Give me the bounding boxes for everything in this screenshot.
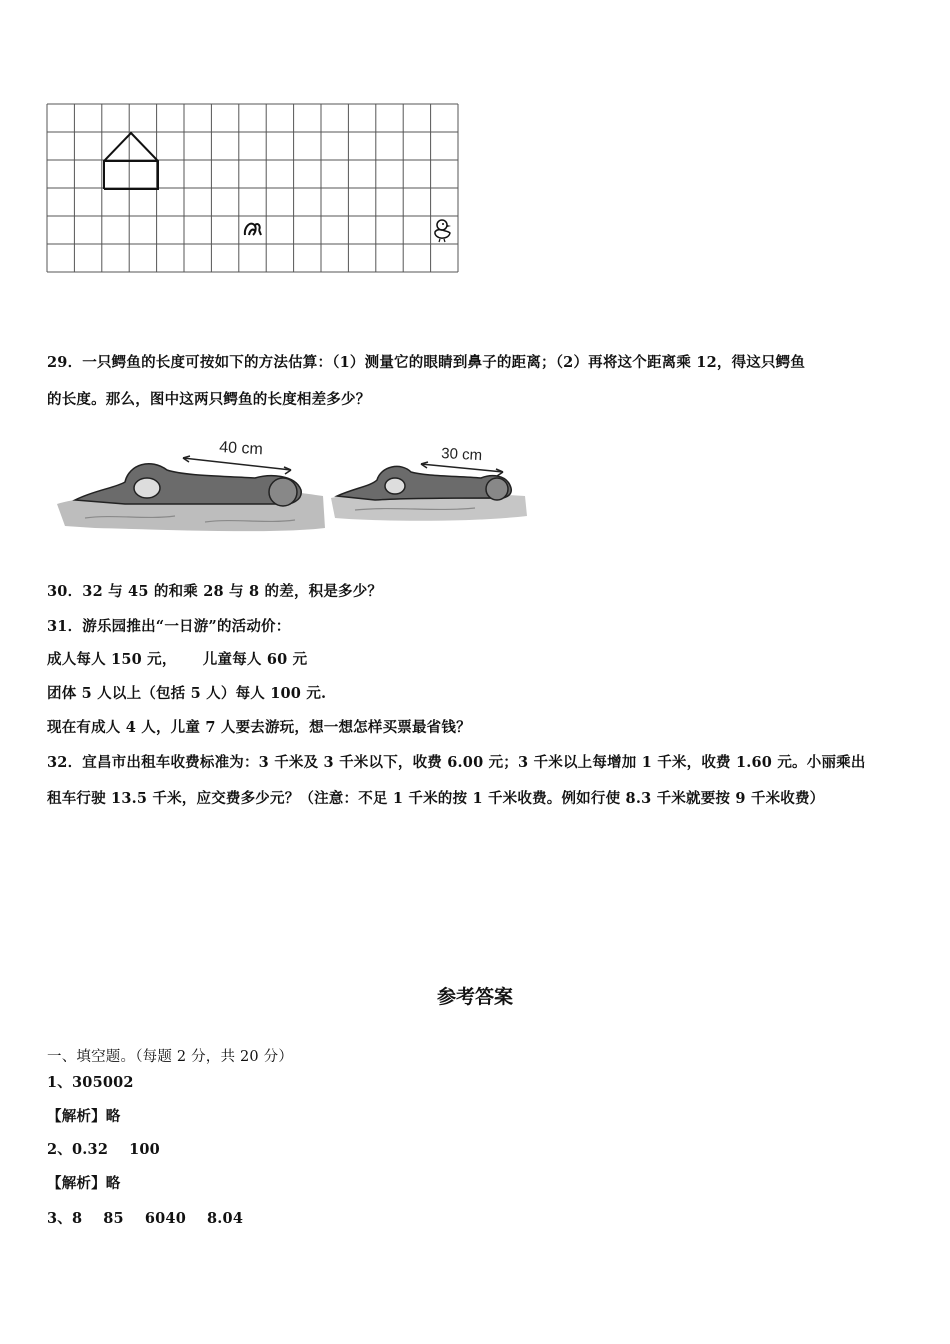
q32-line1: 32．宜昌市出租车收费标准为：3 千米及 3 千米以下，收费 6.00 元；3 千米以上每增加 1 千米，收费 1.60 元。小丽乘出 [47,754,866,771]
q31-line1: 31．游乐园推出“一日游”的活动价： [47,618,291,635]
crocodile-1 [75,464,301,506]
croc-1-label: 40 cm [218,439,264,459]
answer-3: 3、8 85 6040 8.04 [47,1210,244,1227]
croc-2-label: 30 cm [440,445,483,465]
q31-line2: 成人每人 150 元， 儿童每人 60 元 [47,651,308,668]
q29-line2: 的长度。那么，图中这两只鳄鱼的长度相差多少？ [47,391,371,408]
answer-1-note: 【解析】略 [47,1108,121,1125]
answers-section-heading: 一、填空题。（每题 2 分，共 20 分） [47,1049,294,1065]
q32-line2: 租车行驶 13.5 千米，应交费多少元？（注意：不足 1 千米的按 1 千米收费。例如行使 8.3 千米就要按 9 千米收费） [47,790,825,807]
q31-line4: 现在有成人 4 人，儿童 7 人要去游玩，想一想怎样买票最省钱？ [47,719,471,736]
chick-icon [435,220,451,242]
crocodile-2 [337,466,511,500]
grid-figure [46,103,462,275]
q29-line1: 29．一只鳄鱼的长度可按如下的方法估算：（1）测量它的眼睛到鼻子的距离；（2）再将这个距离乘 12，得这只鳄鱼 [47,354,806,371]
answer-2-note: 【解析】略 [47,1175,121,1192]
answer-1: 1、305002 [47,1074,134,1091]
answers-title: 参考答案 [436,986,513,1008]
crocodile-figure [55,430,535,540]
answer-2: 2、0.32 100 [47,1141,160,1158]
turtle-icon [245,224,261,235]
q31-line3: 团体 5 人以上（包括 5 人）每人 100 元. [47,685,327,702]
q30-text: 30．32 与 45 的和乘 28 与 8 的差，积是多少？ [47,583,383,600]
